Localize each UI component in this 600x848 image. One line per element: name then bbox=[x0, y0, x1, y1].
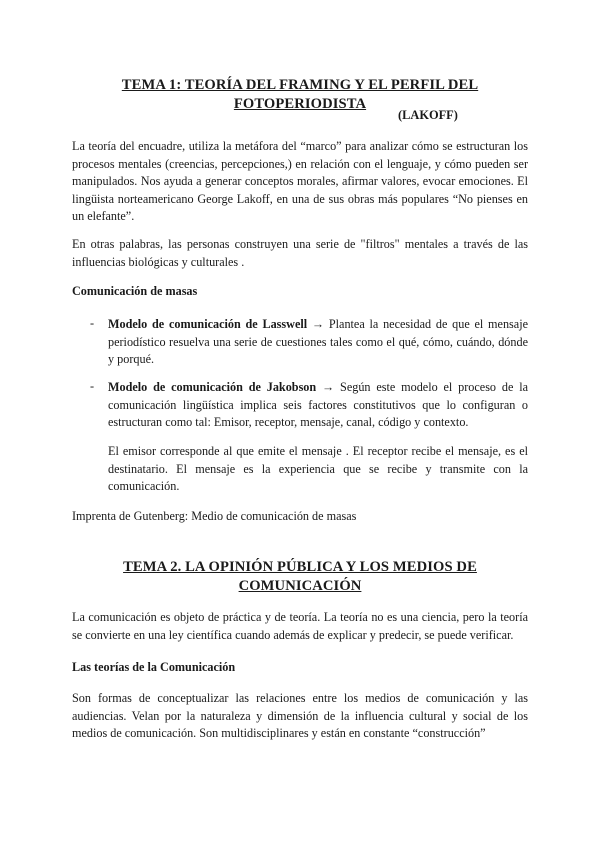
bullet-jakobson-text: → Según este modelo el proceso de la comunicación lingüística implica seis factores constitutivos que lo configuran o estructuran como tal: Emisor, receptor, mensaje, canal, código y contexto. bbox=[108, 380, 528, 430]
bullet-dash-2: - bbox=[90, 379, 95, 393]
bullet-jakobson-title: Modelo de comunicación de Jakobson bbox=[108, 380, 317, 394]
tema1-paragraph-2: En otras palabras, las personas construyen una serie de "filtros" mentales a través de las influencias biológicas y culturales . bbox=[72, 237, 528, 269]
bullet-lasswell-text: Plantea la necesidad de que el mensaje periodístico resuelva una serie de cuestiones tales como el qué, cómo, cuándo, dónde y porqué. bbox=[108, 317, 528, 367]
tema2-subheading: Las teorías de la Comunicación bbox=[72, 660, 236, 674]
bullet-jakobson bbox=[108, 379, 528, 432]
tema2-paragraph-1: La comunicación es objeto de práctica y de teoría. La teoría no es una ciencia, pero la teoría se convierte en una ley científica cuando además de explicar y predecir, se puede verificar. bbox=[72, 610, 528, 642]
tema1-subheading: Comunicación de masas bbox=[72, 284, 198, 298]
bullet-lasswell-title: Modelo de comunicación de Lasswell → bbox=[108, 317, 325, 331]
tema1-title-line1: TEMA 1: TEORÍA DEL FRAMING Y EL PERFIL DEL bbox=[121, 77, 479, 93]
tema1-title-line2: FOTOPERIODISTA bbox=[233, 96, 367, 112]
tema2-title-line1: TEMA 2. LA OPINIÓN PÚBLICA Y LOS MEDIOS DE bbox=[123, 559, 477, 575]
tema1-paragraph-1: La teoría del encuadre, utiliza la metáfora del “marco” para analizar cómo se estructuran los procesos mentales (creencias, percepciones,) en relación con el lenguaje, y cómo pueden ser manipulados. Nos ayuda a generar conceptos morales, afirmar valores, evocar emociones. El lingüista norteamericano George Lakoff, en una de sus obras más populares “No pienses en un elefante”. bbox=[72, 139, 528, 224]
tema1-title bbox=[60, 76, 540, 114]
author-label: (LAKOFF) bbox=[398, 108, 458, 122]
bullet-dash-1: - bbox=[90, 316, 95, 330]
bullet-jakobson-extra: El emisor corresponde al que emite el mensaje . El receptor recibe el mensaje, es el destinatario. El mensaje es la experiencia que se recibe y transmite con la comunicación. bbox=[108, 444, 528, 494]
bullet-lasswell bbox=[108, 316, 528, 369]
tema2-title bbox=[60, 558, 540, 596]
tema2-paragraph-2: Son formas de conceptualizar las relaciones entre los medios de comunicación y las audiencias. Velan por la naturaleza y dimensión de la influencia cultural y social de los medios de comunicación. Son multidisciplinares y están en constante “construcción” bbox=[72, 691, 528, 741]
tema2-title-line2: COMUNICACIÓN bbox=[238, 578, 362, 594]
imprenta-line: Imprenta de Gutenberg: Medio de comunicación de masas bbox=[72, 509, 357, 523]
